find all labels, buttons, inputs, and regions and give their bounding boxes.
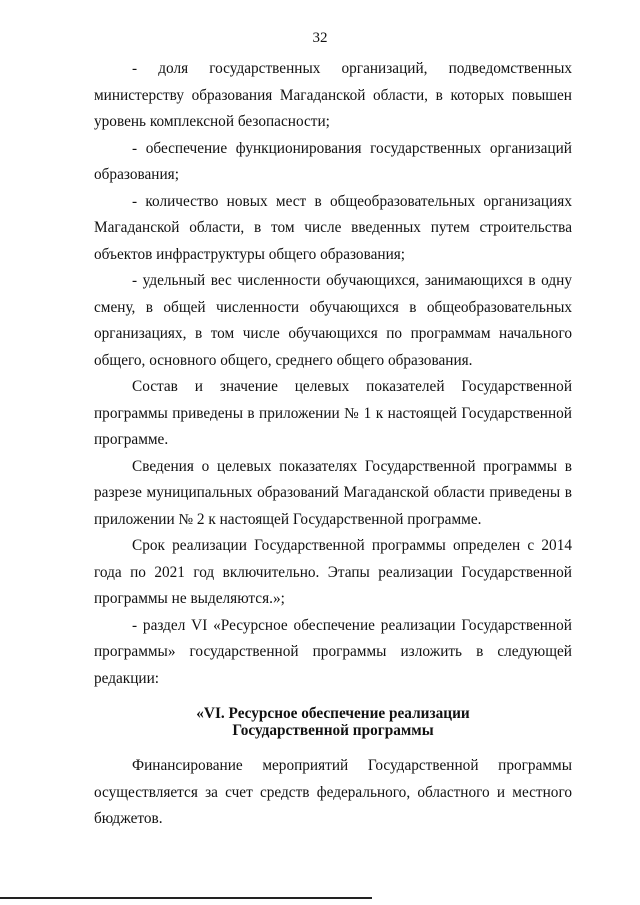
paragraph-new-places: - количество новых мест в общеобразовательных организациях Магаданской области, в том числе введенных путем строительства объектов инфраструктуры общего образования;: [94, 192, 572, 263]
document-body: [94, 56, 572, 833]
page-number: 32: [312, 30, 328, 46]
paragraph-safety-share: - доля государственных организаций, подведомственных министерству образования Магаданской области, в которых повышен уровень комплексной безопасности;: [94, 60, 572, 130]
paragraph-implementation-period: Срок реализации Государственной программы определен с 2014 года по 2021 год включительно. Этапы реализации Государственной программы не выделяются.»;: [94, 537, 572, 607]
section-heading-line-1: «VI. Ресурсное обеспечение реализации: [196, 705, 470, 722]
section-heading-line-2: Государственной программы: [232, 722, 434, 739]
paragraph-functioning: - обеспечение функционирования государственных организаций образования;: [94, 139, 572, 183]
footer-divider: [0, 897, 372, 899]
section-heading: [94, 705, 572, 739]
paragraph-indicators-appendix-2: Сведения о целевых показателях Государственной программы в разрезе муниципальных образований Магаданской области приведены в приложении № 2 к настоящей Государственной программе.: [94, 457, 572, 528]
paragraph-indicators-appendix-1: Состав и значение целевых показателей Государственной программы приведены в приложении № 1 к настоящей Государственной программе.: [94, 378, 572, 448]
paragraph-section-vi-amendment: - раздел VI «Ресурсное обеспечение реализации Государственной программы» государственной программы изложить в следующей редакции:: [94, 616, 572, 687]
paragraph-single-shift: - удельный вес численности обучающихся, занимающихся в одну смену, в общей численности обучающихся в общеобразовательных организациях, в том числе обучающихся по программам начального общего, основного общего, среднего общего образования.: [94, 272, 572, 369]
paragraph-financing: Финансирование мероприятий Государственной программы осуществляется за счет средств федерального, областного и местного бюджетов.: [94, 757, 572, 827]
